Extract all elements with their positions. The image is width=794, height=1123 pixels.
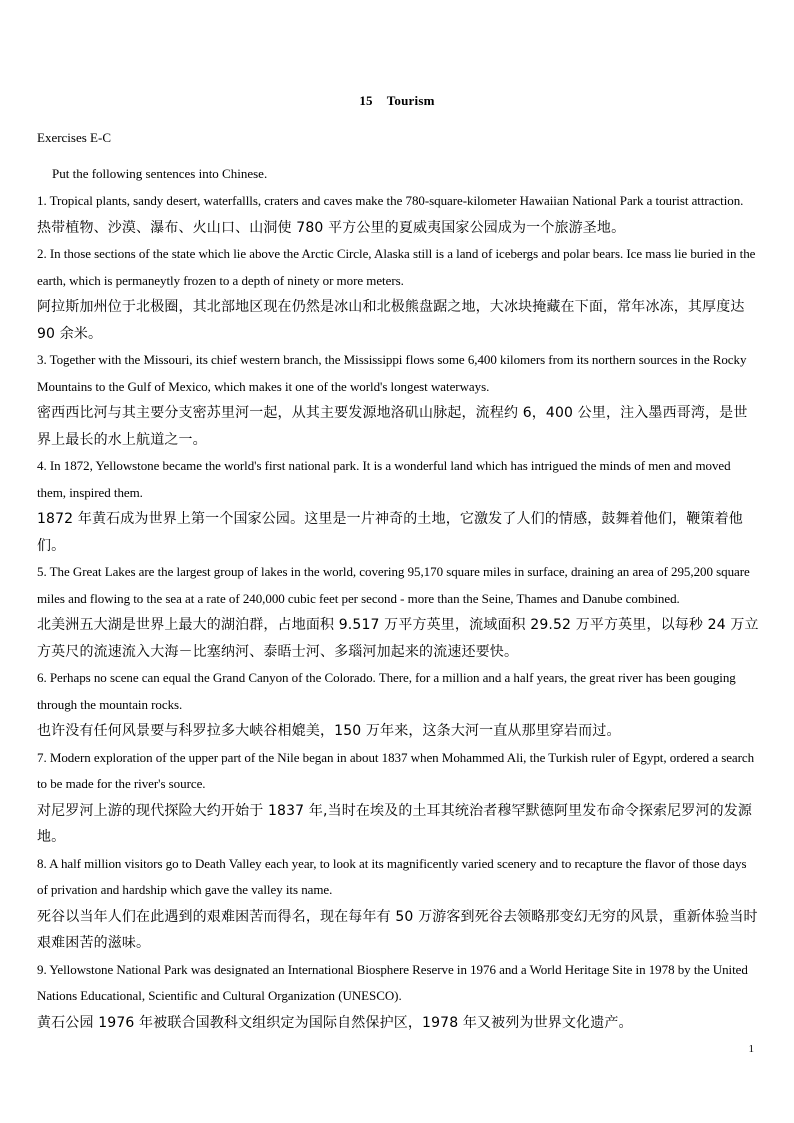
chinese-translation: 北美洲五大湖是世界上最大的湖泊群，占地面积 9.517 万平方英里，流域面积 29.52 万平方英里，以每秒 24 万立方英尺的流速流入大海－比塞纳河、泰晤士河、多瑙河加起来的流速还要快。 [37, 617, 759, 660]
chinese-translation: 死谷以当年人们在此遇到的艰难困苦而得名，现在每年有 50 万游客到死谷去领略那变幻无穷的风景，重新体验当时艰难困苦的滋味。 [37, 908, 758, 951]
english-sentence: 5. The Great Lakes are the largest group of lakes in the world, covering 95,170 square miles in surface, draining an area of 295,200 square miles and flowing to the sea at a rate of 240,000 cubic feet per second - more than the Seine, Thames and Danube combined. [37, 564, 750, 606]
exercise-item-2 [37, 241, 759, 347]
exercise-item-8 [37, 851, 759, 957]
english-sentence: 9. Yellowstone National Park was designated an International Biosphere Reserve in 1976 and a World Heritage Site in 1978 by the United Nations Educational, Scientific and Cultural Organization (UNESCO). [37, 961, 748, 1003]
exercise-list [37, 188, 759, 1036]
exercise-item-9 [37, 957, 759, 1037]
exercises-label: Exercises E-C [37, 130, 112, 145]
chinese-translation: 也许没有任何风景要与科罗拉多大峡谷相媲美，150 万年来，这条大河一直从那里穿岩而过。 [37, 723, 621, 739]
exercise-item-7 [37, 745, 759, 851]
english-sentence: 2. In those sections of the state which lie above the Arctic Circle, Alaska still is a land of icebergs and polar bears. Ice mass lie buried in the earth, which is permaneytly frozen to a depth of ninety or more meters. [37, 246, 756, 288]
english-sentence: 3. Together with the Missouri, its chief western branch, the Mississippi flows some 6,400 kilomers from its northern sources in the Rocky Mountains to the Gulf of Mexico, which makes it one of the world's longest waterways. [37, 352, 747, 394]
exercise-item-5 [37, 559, 759, 665]
title-number: 15 [359, 93, 373, 108]
english-sentence: 6. Perhaps no scene can equal the Grand Canyon of the Colorado. There, for a million and a half years, the great river has been gouging through the mountain rocks. [37, 670, 736, 712]
chinese-translation: 1872 年黄石成为世界上第一个国家公园。这里是一片神奇的土地，它激发了人们的情感，鼓舞着他们，鞭策着他们。 [37, 511, 743, 554]
exercise-item-3 [37, 347, 759, 453]
english-sentence: 4. In 1872, Yellowstone became the world's first national park. It is a wonderful land which has intrigued the minds of men and moved them, inspired them. [37, 458, 731, 500]
chinese-translation: 热带植物、沙漠、瀑布、火山口、山洞使 780 平方公里的夏威夷国家公园成为一个旅游圣地。 [37, 219, 626, 236]
english-sentence: 1. Tropical plants, sandy desert, waterfallls, craters and caves make the 780-square-kilometer Hawaiian National Park a tourist attraction. [37, 193, 744, 208]
page-title [0, 93, 794, 109]
instruction-text: Put the following sentences into Chinese. [52, 166, 268, 181]
english-sentence: 8. A half million visitors go to Death Valley each year, to look at its magnificently varied scenery and to recapture the flavor of those days of privation and hardship which gave the valley its name. [37, 855, 747, 897]
chinese-translation: 对尼罗河上游的现代探险大约开始于 1837 年,当时在埃及的土耳其统治者穆罕默德阿里发布命令探索尼罗河的发源地。 [37, 802, 753, 845]
exercise-item-1 [37, 188, 759, 241]
chinese-translation: 黄石公园 1976 年被联合国教科文组织定为国际自然保护区，1978 年又被列为世界文化遗产。 [37, 1014, 633, 1031]
chinese-translation: 密西西比河与其主要分支密苏里河一起，从其主要发源地洛矶山脉起，流程约 6，400 公里，注入墨西哥湾，是世界上最长的水上航道之一。 [37, 405, 748, 448]
exercise-item-6 [37, 665, 759, 745]
english-sentence: 7. Modern exploration of the upper part of the Nile began in about 1837 when Mohammed Ali, the Turkish ruler of Egypt, ordered a search to be made for the river's source. [37, 749, 755, 791]
title-text: Tourism [386, 93, 435, 108]
exercise-item-4 [37, 453, 759, 559]
chinese-translation: 阿拉斯加州位于北极圈，其北部地区现在仍然是冰山和北极熊盘踞之地，大冰块掩藏在下面，常年冰冻，其厚度达 90 余米。 [37, 299, 745, 342]
page-number: 1 [748, 1043, 754, 1055]
